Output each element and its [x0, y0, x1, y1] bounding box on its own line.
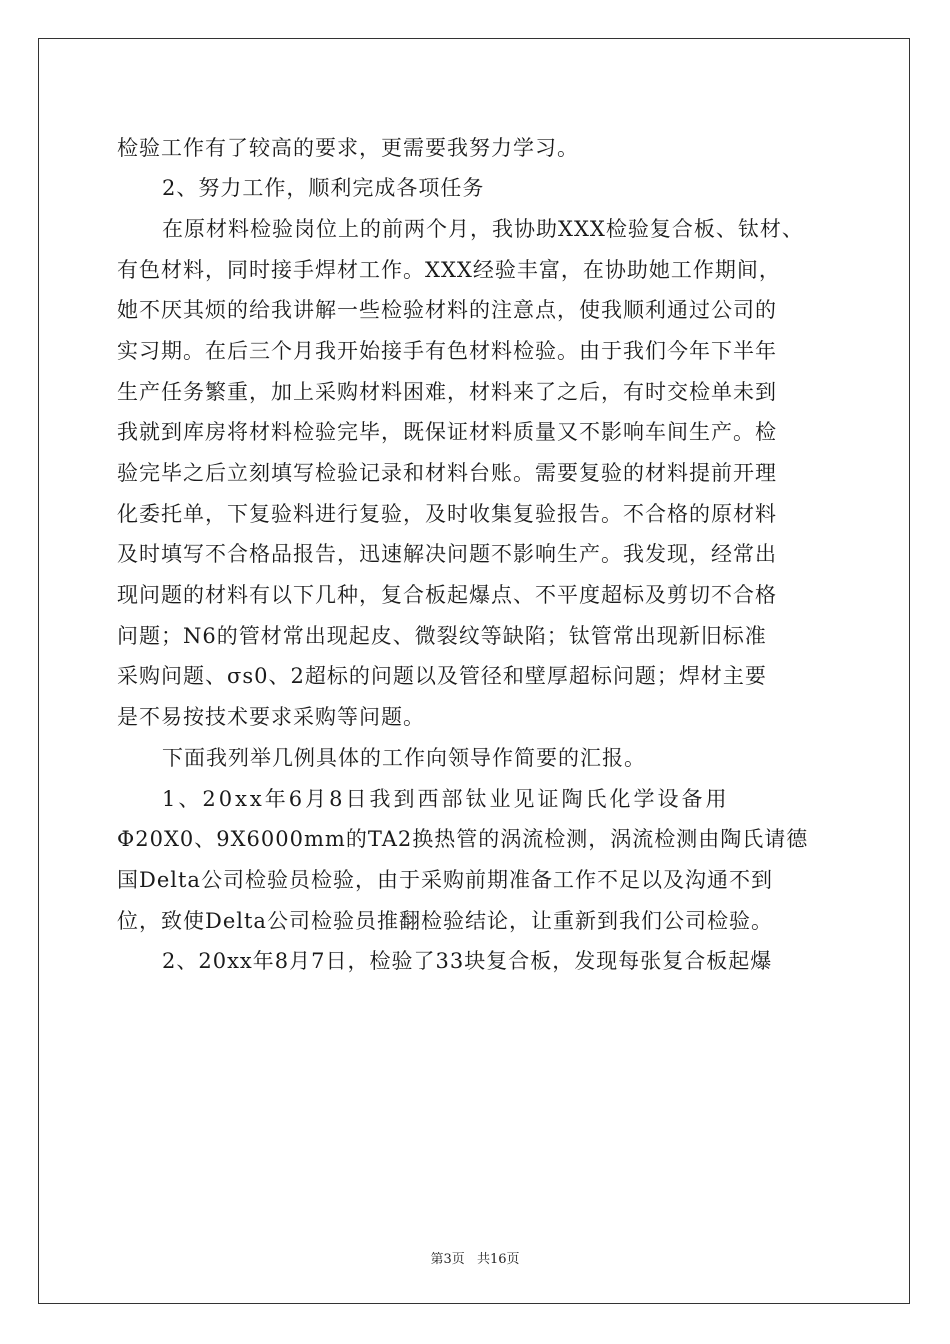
- text-line: 验完毕之后立刻填写检验记录和材料台账。需要复验的材料提前开理: [117, 461, 777, 485]
- text-line: 我就到库房将材料检验完毕，既保证材料质量又不影响车间生产。检: [117, 420, 777, 444]
- text-line: 采购问题、σs0、2超标的问题以及管径和壁厚超标问题；焊材主要: [117, 664, 767, 688]
- text-line: Φ20X0、9X6000mm的TA2换热管的涡流检测，涡流检测由陶氏请德: [117, 827, 809, 851]
- text-line: 化委托单，下复验料进行复验，及时收集复验报告。不合格的原材料: [117, 502, 777, 526]
- text-line: 及时填写不合格品报告，迅速解决问题不影响生产。我发现，经常出: [117, 542, 777, 566]
- text-line: 在原材料检验岗位上的前两个月，我协助XXX检验复合板、钛材、: [162, 217, 804, 241]
- text-line: 她不厌其烦的给我讲解一些检验材料的注意点，使我顺利通过公司的: [117, 298, 777, 322]
- text-line: 生产任务繁重，加上采购材料困难，材料来了之后，有时交检单未到: [117, 380, 777, 404]
- page-number: 第3页: [430, 1252, 465, 1267]
- page-footer: [0, 1248, 950, 1267]
- text-line: 实习期。在后三个月我开始接手有色材料检验。由于我们今年下半年: [117, 339, 777, 363]
- text-line: 问题；N6的管材常出现起皮、微裂纹等缺陷；钛管常出现新旧标准: [117, 624, 767, 648]
- text-line: 是不易按技术要求采购等问题。: [117, 705, 425, 729]
- text-line: 检验工作有了较高的要求，更需要我努力学习。: [117, 136, 579, 160]
- text-line: 下面我列举几例具体的工作向领导作简要的汇报。: [162, 746, 646, 770]
- text-line: 国Delta公司检验员检验，由于采购前期准备工作不足以及沟通不到: [117, 868, 773, 892]
- text-line: 2、20xx年8月7日，检验了33块复合板，发现每张复合板起爆: [162, 949, 773, 973]
- text-line: 1、20xx年6月8日我到西部钛业见证陶氏化学设备用: [162, 787, 730, 811]
- text-line: 位，致使Delta公司检验员推翻检验结论，让重新到我们公司检验。: [117, 909, 773, 933]
- section-heading: 2、努力工作，顺利完成各项任务: [162, 176, 485, 200]
- page-total: 共16页: [476, 1252, 520, 1267]
- text-line: 有色材料，同时接手焊材工作。XXX经验丰富，在协助她工作期间，: [117, 258, 781, 282]
- text-line: 现问题的材料有以下几种，复合板起爆点、不平度超标及剪切不合格: [117, 583, 777, 607]
